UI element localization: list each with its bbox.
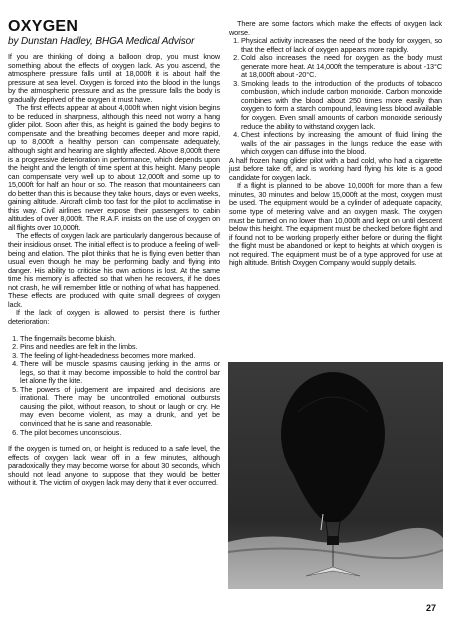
factors-list: [229, 37, 442, 157]
left-column: [8, 20, 220, 488]
article-title: OXYGEN: [8, 18, 79, 35]
paragraph: The first effects appear at about 4,000ft when night vision begins to be reduced in sharpness, although this need not worry a hang glider pilot. Soon after this, as height is gained the body begins to compensate and the breathing becomes deeper and more rapid, up to 8,000ft a healthy person can compensate adequately, although sight and hearing are slightly affected. Above 8,000ft there is a progressive deterioration in performance, which depends upon the height and the length of time spent at this height. Many people can compensate very well up to about 12,000ft and some up to 15,000ft for half an hour or so. The reason that mountaineers can do better than this is because they take hours, days or even weeks, gaining altitude. Aircraft climb too fast for the pilot to acclimatise in this way. Civil airlines never expose their passengers to cabin altitudes of over 8,000ft. The R.A.F. insists on the use of oxygen on all flights over 10,000ft.: [8, 103, 220, 232]
list-item: 3. Smoking leads to the introduction of the products of tobacco combustion, which include carbon monoxide. Carbon monoxide combines with the blood about 250 times more easily than oxygen to form a starch compound, leaving less blood available for oxygen. Even small amounts of carbon monoxide seriously reduce the ability to withstand oxygen lack.: [241, 80, 442, 131]
paragraph: A half frozen hang glider pilot with a bad cold, who had a cigarette just before take off, and is working hard flying his kite is a good candidate for oxygen lack.: [229, 155, 442, 182]
list-item: 5. The powers of judgement are impaired and decisions are irrational. There may be uncontrolled emotional outbursts causing the pilot, without reason, to shout or laugh or cry. He may even become violent, as may a drunk, and yet be convinced that he is sane and reasonable.: [20, 386, 220, 429]
article-byline: by Dunstan Hadley, BHGA Medical Advisor: [8, 36, 195, 47]
page-number: 27: [425, 603, 436, 613]
list-item: 4. Chest infections by increasing the amount of fluid lining the walls of the air passages in the lungs reduce the ease with which oxygen can diffuse into the blood.: [241, 131, 442, 157]
list-item: 1. Physical activity increases the need of the body for oxygen, so that the effect of lack of oxygen appears more rapidly.: [241, 37, 442, 54]
paragraph: If the oxygen is turned on, or height is reduced to a safe level, the effects of oxygen lack wear off in a few minutes, although paradoxically they may become worse for about 30 seconds, which should not lead anyone to suppose that they would be better without it. The victim of oxygen lack may deny that it ever occurred.: [8, 444, 220, 488]
list-item: 2. Pins and needles are felt in the limbs.: [20, 343, 220, 352]
paragraph: The effects of oxygen lack are particularly dangerous because of their insidious onset. The initial effect is to produce a feeling of well-being and elation. The pilot thinks that he is flying even better than usual even though he may be performing badly and flying into danger. His ability to criticise his own actions is lost. At the same time his memory is affected so that when he recovers, if he does not crash, he will remember little or nothing of what has happened. These effects are produced with quite small degrees of oxygen lack.: [8, 231, 220, 309]
hot-air-balloon-icon: [228, 362, 443, 589]
paragraph: If a flight is planned to be above 10,000ft for more than a few minutes, 30 minutes and below 15,000ft at the most, oxygen must be used. The equipment would be a cylinder of adequate capacity, some type of metering valve and an oxygen mask. The oxygen must be turned on no lower than 10,000ft and kept on until descent below this height. The equipment must be checked before flight and if found not to be working properly either before or during the flight the flight must be abandoned or kept to heights at which oxygen is not required. The equipment must be of a type approved for use at high altitude. British Oxygen Company would supply details.: [229, 181, 442, 268]
list-item: 4. There will be muscle spasms causing jerking in the arms or legs, so that it may become impossible to hold the control bar let alone fly the kite.: [20, 360, 220, 386]
list-item: 2. Cold also increases the need for oxygen as the body must generate more heat. At 14,000ft the temperature is about -13°C at 18,000ft about -20°C.: [241, 54, 442, 80]
paragraph: If the lack of oxygen is allowed to persist there is further deterioration:: [8, 308, 220, 326]
balloon-photo: [228, 362, 443, 589]
paragraph: There are some factors which make the effects of oxygen lack worse.: [229, 19, 442, 37]
paragraph: If you are thinking of doing a balloon drop, you must know something about the effects of oxygen lack. As you ascend, the atmosphere pressure falls until at 18,000ft it is about half the pressure at sea level. Oxygen is forced into the blood in the lungs by the atmospheric pressure and as the pressure falls the body is gradually deprived of the oxygen it must have.: [8, 52, 220, 104]
right-column: [229, 20, 442, 268]
effects-list: [8, 335, 220, 438]
list-item: 6. The pilot becomes unconscious.: [20, 429, 220, 438]
list-item: 1. The fingernails become bluish.: [20, 335, 220, 344]
list-item: 3. The feeling of light-headedness becomes more marked.: [20, 352, 220, 361]
